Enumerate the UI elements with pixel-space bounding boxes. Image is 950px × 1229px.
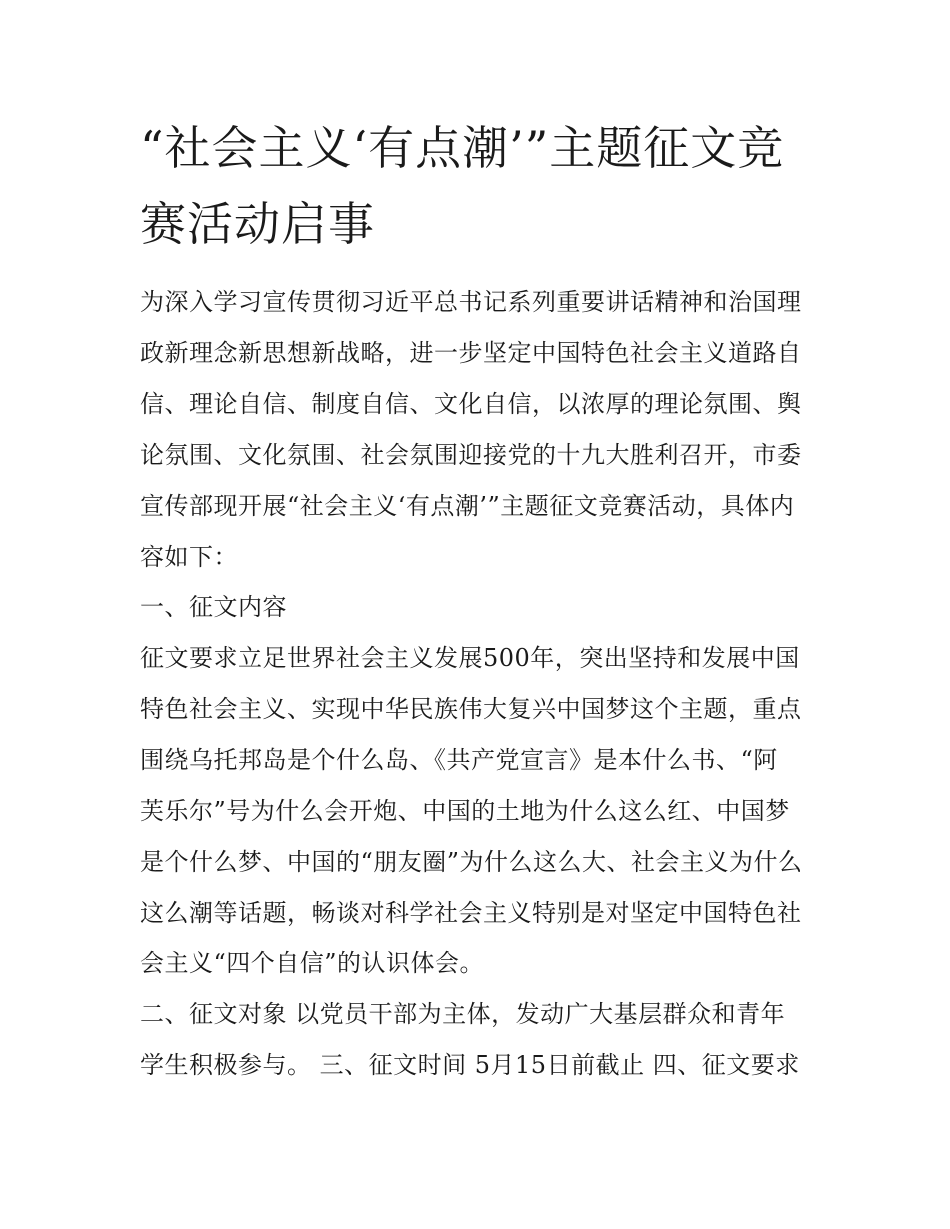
body-line: 特色社会主义、实现中华民族伟大复兴中国梦这个主题，重点 [140, 695, 802, 723]
document-title-line-1: “社会主义‘有点潮’”主题征文竞 [140, 121, 785, 175]
body-line: 围绕乌托邦岛是个什么岛、《共产党宣言》是本什么书、“阿 [140, 746, 778, 774]
body-line: 芙乐尔”号为什么会开炮、中国的土地为什么这么红、中国梦 [140, 797, 790, 825]
body-line: 是个什么梦、中国的“朋友圈”为什么这么大、社会主义为什么 [140, 848, 803, 876]
section-heading: 一、征文内容 [140, 593, 287, 621]
body-line: 为深入学习宣传贯彻习近平总书记系列重要讲话精神和治国理 [140, 288, 802, 316]
body-line: 学生积极参与。 三、征文时间 5月15日前截止 四、征文要求 [140, 1051, 800, 1079]
body-line: 二、征文对象 以党员干部为主体，发动广大基层群众和青年 [140, 1000, 786, 1028]
body-line: 宣传部现开展“社会主义‘有点潮’”主题征文竞赛活动，具体内 [140, 492, 795, 520]
body-line: 这么潮等话题，畅谈对科学社会主义特别是对坚定中国特色社 [140, 899, 802, 927]
body-line: 论氛围、文化氛围、社会氛围迎接党的十九大胜利召开，市委 [140, 441, 802, 469]
body-line: 会主义“四个自信”的认识体会。 [140, 949, 485, 977]
body-line: 信、理论自信、制度自信、文化自信，以浓厚的理论氛围、舆 [140, 390, 802, 418]
body-line: 容如下： [140, 543, 238, 571]
body-line: 政新理念新思想新战略，进一步坚定中国特色社会主义道路自 [140, 339, 802, 367]
body-line: 征文要求立足世界社会主义发展500年，突出坚持和发展中国 [140, 644, 800, 672]
document-title-line-2: 赛活动启事 [140, 197, 375, 251]
